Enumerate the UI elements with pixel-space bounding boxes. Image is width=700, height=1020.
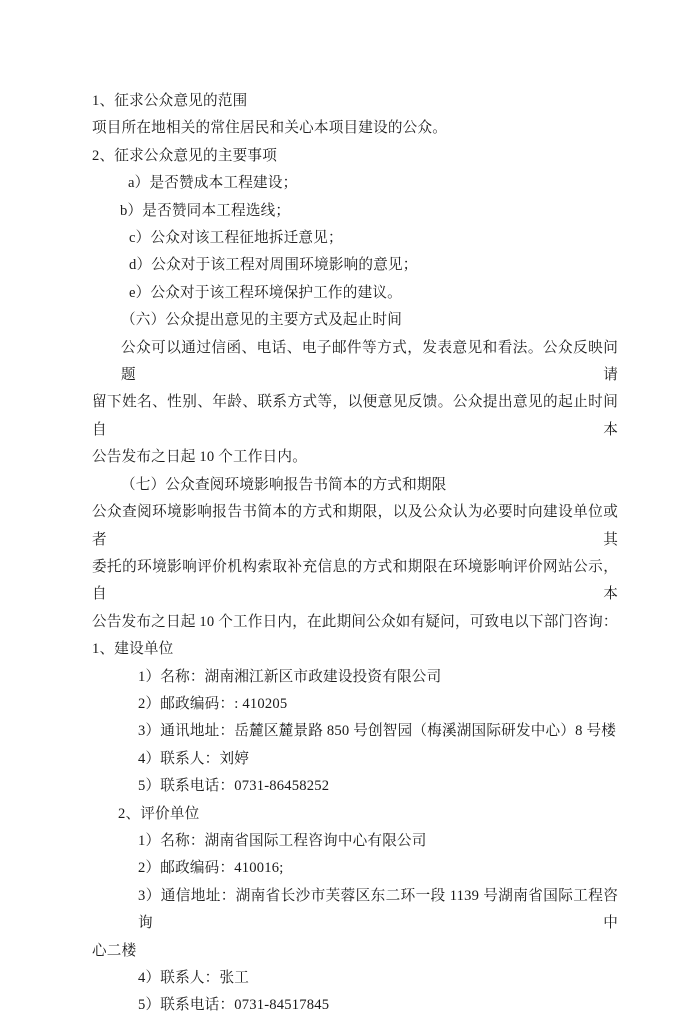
document-line: 委托的环境影响评价机构索取补充信息的方式和期限在环境影响评价网站公示，自本 <box>92 558 618 603</box>
document-line: （六）公众提出意见的主要方式及起止时间 <box>121 312 403 329</box>
document-line: a）是否赞成本工程建设； <box>128 175 298 192</box>
document-line: 3）通讯地址：岳麓区麓景路 850 号创智园（梅溪湖国际研发中心）8 号楼 <box>138 723 617 740</box>
document-line: c）公众对该工程征地拆迁意见； <box>129 230 343 247</box>
document-line: 公告发布之日起 10 个工作日内，在此期间公众如有疑问，可致电以下部门咨询： <box>92 613 618 630</box>
document-line: 公告发布之日起 10 个工作日内。 <box>92 449 308 466</box>
document-line: 5）联系电话：0731-84517845 <box>138 997 330 1014</box>
document-line: e）公众对于该工程环境保护工作的建议。 <box>129 284 402 301</box>
document-line: 公众可以通过信函、电话、电子邮件等方式，发表意见和看法。公众反映问题请 <box>121 339 618 384</box>
document-line: 3）通信地址：湖南省长沙市芙蓉区东二环一段 1139 号湖南省国际工程咨询中 <box>138 887 618 932</box>
document-line: b）是否赞同本工程选线； <box>120 202 291 219</box>
document-line: 4）联系人：刘婷 <box>138 750 250 767</box>
document-line: 2、评价单位 <box>118 805 200 822</box>
document-line: 4）联系人：张工 <box>138 970 250 986</box>
document-line: 1、征求公众意见的范围 <box>92 93 248 109</box>
document-line: 留下姓名、性别、年龄、联系方式等，以便意见反馈。公众提出意见的起止时间自本 <box>92 394 618 438</box>
document-line: d）公众对于该工程对周围环境影响的意见； <box>129 257 418 274</box>
document-line: 1、建设单位 <box>92 641 174 658</box>
document-line: 2、征求公众意见的主要事项 <box>92 147 278 164</box>
document-line: 项目所在地相关的常住居民和关心本项目建设的公众。 <box>92 120 448 137</box>
document-line: 2）邮政编码：410016; <box>138 860 284 877</box>
document-line: 1）名称：湖南湘江新区市政建设投资有限公司 <box>138 668 442 685</box>
document-line: （七）公众查阅环境影响报告书简本的方式和期限 <box>121 476 447 493</box>
document-line: 公众查阅环境影响报告书简本的方式和期限，以及公众认为必要时向建设单位或者其 <box>92 504 618 548</box>
document-line: 2）邮政编码：: 410205 <box>138 695 288 712</box>
document-line: 1）名称：湖南省国际工程咨询中心有限公司 <box>138 832 427 849</box>
document-line: 5）联系电话：0731-86458252 <box>138 778 330 795</box>
document-body <box>92 88 618 1020</box>
document-line: 心二楼 <box>92 942 137 959</box>
